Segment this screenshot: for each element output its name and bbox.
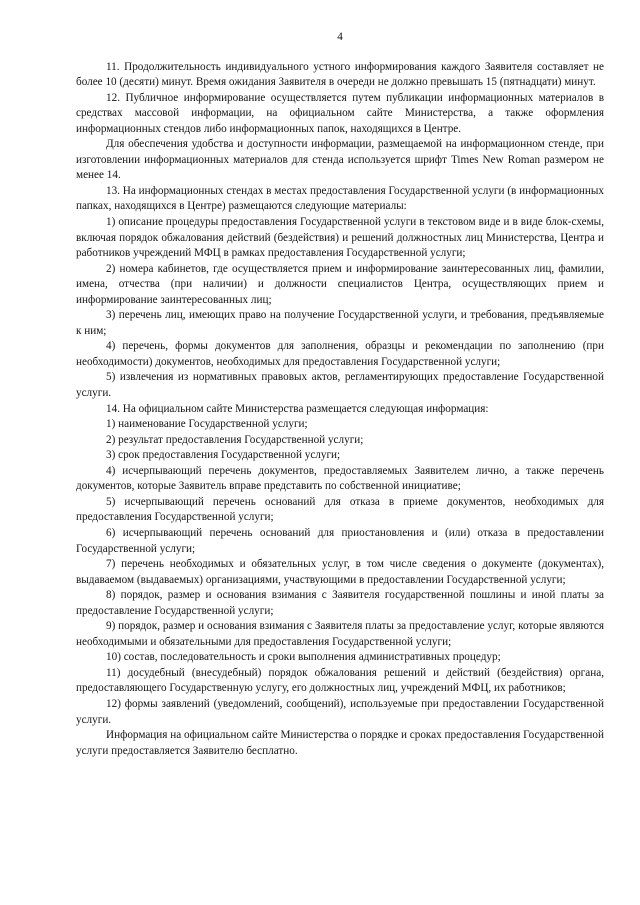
paragraph: 6) исчерпывающий перечень оснований для приостановления и (или) отказа в предоставлении Государственной услуги; [76, 526, 604, 555]
paragraph: 3) перечень лиц, имеющих право на получение Государственной услуги, и требования, предъявляемые к ним; [76, 309, 604, 337]
paragraph: 1) описание процедуры предоставления Государственной услуги в текстовом виде и в виде блок-схемы, включая порядок обжалования действий (бездействия) и решений должностных лиц Министерства, Центра и работников учреждений МФЦ в рамках предоставления Государственной услуги; [76, 216, 604, 260]
paragraph: 12) формы заявлений (уведомлений, сообщений), используемые при предоставлении Государственной услуги. [76, 697, 604, 726]
paragraph: 5) исчерпывающий перечень оснований для отказа в приеме документов, необходимых для предоставления Государственной услуги; [76, 495, 604, 524]
paragraph: 2) номера кабинетов, где осуществляется прием и информирование заинтересованных лиц, фамилии, имена, отчества (при наличии) и должности специалистов Центра, осуществляющих прием и информирование заинтересованных лиц; [76, 262, 604, 306]
paragraph: 2) результат предоставления Государственной услуги; [106, 433, 364, 446]
paragraph: 12. Публичное информирование осуществляется путем публикации информационных материалов в средствах массовой информации, на официальном сайте Министерства, а также оформления информационных стендов либо информационных папок, находящихся в Центре. [76, 91, 604, 135]
paragraph: 11) досудебный (внесудебный) порядок обжалования решений и действий (бездействия) органа, предоставляющего Государственную услугу, его должностных лиц, учреждений МФЦ, их работников; [76, 666, 604, 695]
paragraph: 7) перечень необходимых и обязательных услуг, в том числе сведения о документе (документах), выдаваемом (выдаваемых) организациями, участвующими в предоставлении Государственной услуги; [76, 558, 604, 586]
paragraph: 14. На официальном сайте Министерства размещается следующая информация: [106, 402, 489, 415]
paragraph: 4) перечень, формы документов для заполнения, образцы и рекомендации по заполнению (при необходимости) документов, необходимых для предоставления Государственной услуги; [76, 340, 604, 368]
paragraph: 11. Продолжительность индивидуального устного информирования каждого Заявителя составляет не более 10 (десяти) минут. Время ожидания Заявителя в очереди не должно превышать 15 (пятнадцати) минут. [76, 60, 604, 89]
paragraph: 1) наименование Государственной услуги; [106, 418, 308, 431]
paragraph: 13. На информационных стендах в местах предоставления Государственной услуги (в информационных папках, находящихся в Центре) размещаются следующие материалы: [76, 184, 604, 213]
page-number: 4 [337, 31, 343, 43]
paragraph: 8) порядок, размер и основания взимания с Заявителя государственной пошлины и иной платы за предоставление Государственной услуги; [76, 589, 604, 617]
document-page [76, 30, 604, 759]
paragraph: 3) срок предоставления Государственной услуги; [106, 449, 341, 462]
document-body [76, 60, 604, 760]
paragraph: 10) состав, последовательность и сроки выполнения административных процедур; [106, 651, 501, 664]
paragraph: Информация на официальном сайте Министерства о порядке и сроках предоставления Государственной услуги предоставляется Заявителю бесплатно. [76, 729, 604, 757]
paragraph: 9) порядок, размер и основания взимания с Заявителя платы за предоставление услуг, которые являются необходимыми и обязательными для предоставления Государственной услуги; [76, 620, 604, 648]
paragraph: 5) извлечения из нормативных правовых актов, регламентирующих предоставление Государственной услуги. [76, 371, 604, 400]
paragraph: Для обеспечения удобства и доступности информации, размещаемой на информационном стенде, при изготовлении информационных материалов для стенда используется шрифт Times New Roman размером не менее 14. [76, 138, 604, 182]
paragraph: 4) исчерпывающий перечень документов, предоставляемых Заявителем лично, а также перечень документов, которые Заявитель вправе представить по собственной инициативе; [76, 464, 604, 493]
